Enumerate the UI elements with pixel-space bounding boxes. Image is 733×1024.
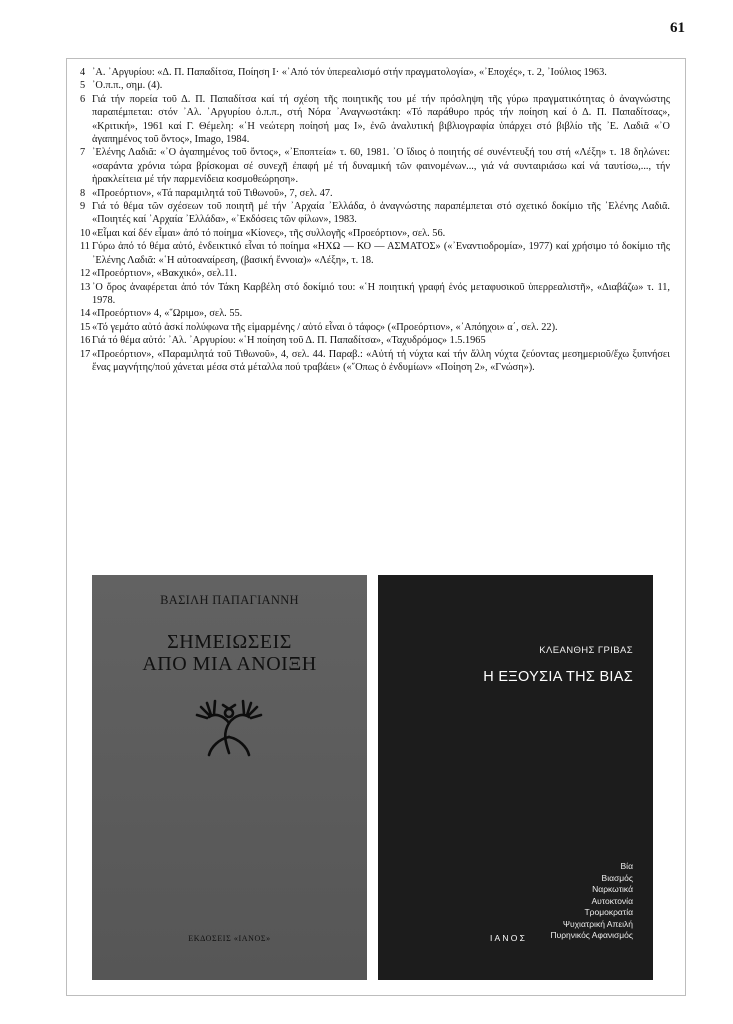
book-cover-right xyxy=(378,575,653,980)
footnote xyxy=(80,321,670,334)
footnote-number: 4 xyxy=(80,67,86,78)
footnote-text: Γύρω ἀπό τό θέμα αὐτό, ἐνδεικτικό εἶναι τό ποίημα «ΗΧΩ — ΚΟ — ΑΣΜΑΤΟΣ» («᾿Εναντιοδρομία», 1977) καί χρήσιμο τό δοκίμιο τῆς ᾿Ελένης Λαδιᾶ: «῾Η αὐτοαναίρεση, (βασική ἔννοια)» «Λέξη», τ. 18. xyxy=(92,241,670,266)
footnote-text: «Προεόρτιον», «Τά παραμιλητά τοῦ Τιθωνοῦ», 7, σελ. 47. xyxy=(92,187,333,199)
footnote xyxy=(80,240,670,267)
footnote-text: «Εἶμαι καί δέν εἶμαι» ἀπό τό ποίημα «Κίονες», τῆς συλλογῆς «Προεόρτιον», σελ. 56. xyxy=(92,227,446,239)
cover-topic-list xyxy=(550,861,633,942)
footnote-number: 13 xyxy=(80,281,91,293)
footnote-number: 14 xyxy=(80,308,91,320)
cover-author: ΚΛΕΑΝΘΗΣ ΓΡΙΒΑΣ xyxy=(539,645,633,656)
cover-topic: Βία xyxy=(620,861,633,871)
footnote xyxy=(80,79,670,92)
footnote-number: 11 xyxy=(80,241,90,253)
cover-topic: Πυρηνικός Αφανισμός xyxy=(550,930,633,940)
cover-topic: Ναρκωτικά xyxy=(592,884,633,894)
footnote-text: Γιά τό θέμα αὐτό: ᾿Αλ. ᾿Αργυρίου: «῾Η ποίηση τοῦ Δ. Π. Παπαδίτσα», «Ταχυδρόμος» 1.5.1965 xyxy=(92,335,486,347)
footnote-text: ᾿Ελένης Λαδιᾶ: «᾿Ο ἀγαπημένος τοῦ ὄντος», «᾿Εποπτεία» τ. 60, 1981. ᾿Ο ἴδιος ὁ ποιητής σέ συνέντευξή του στή «Λέξη» τ. 18 δηλώνει: «σαράντα χρόνια τώρα βρίσκομαι σέ συνεχῆ ἐπαφή μέ τή δυναμική τῶν φαινομένων..., γιά νά συνταιριάσω καί νά ταυτίσω,..., τήν ἡρακλείτεια μέ τήν παρμενίδεια κοσμοθεώρηση». xyxy=(92,147,670,186)
footnote-text: «Τό γεμάτο αὐτό ἀσκί πολύφωνα τῆς εἱμαρμένης / αὐτό εἶναι ὁ τάφος» («Προεόρτιον», «᾿Απόηχοι» α΄, σελ. 22). xyxy=(92,321,558,333)
footnote xyxy=(80,200,670,227)
footnote xyxy=(80,281,670,308)
footnote-text: Γιά τήν πορεία τοῦ Δ. Π. Παπαδίτσα καί τή σχέση τῆς ποιητικῆς του μέ τήν πρόσληψη τῆς γύρω πραγματικότητας ὁ ἀναγνώστης παραπέμπεται: στόν ᾿Αλ. ᾿Αργυρίου ὁ.π.π., στή Νόρα ᾿Αναγνωστάκη: «Τό παράθυρο πρός τήν ποίηση καί ὁ Δ. Π. Παπαδίτσας», «Κριτική», 1961 καί Γ. Θέμελη: «῾Η νεώτερη ποίησή μας Ι», ἐνῶ ἀναλυτική βιβλιογραφία ὑπάρχει στό βιβλίο τῆς ᾿Ε. Λαδιᾶ «᾿Ο ἀγαπημένος τοῦ ὄντος», Imago, 1984. xyxy=(92,93,670,146)
footnote-text: Γιά τό θέμα τῶν σχέσεων τοῦ ποιητῆ μέ τήν ᾿Αρχαία ᾿Ελλάδα, ὁ ἀναγνώστης παραπέμπεται στό σχετικό δοκίμιο τῆς ᾿Ελένης Λαδιᾶ. «Ποιητές καί ᾿Αρχαία ᾿Ελλάδα», «᾿Εκδόσεις τῶν φίλων», 1983. xyxy=(92,201,670,226)
footnote xyxy=(80,334,670,347)
cover-publisher: ΕΚΔΟΣΕΙΣ «ΙΑΝΟΣ» xyxy=(188,934,271,943)
cover-title xyxy=(92,631,367,675)
footnote xyxy=(80,348,670,375)
footnote xyxy=(80,187,670,200)
footnote-number: 5 xyxy=(80,80,86,92)
cover-title: Η ΕΞΟΥΣΙΑ ΤΗΣ ΒΙΑΣ xyxy=(483,669,633,685)
footnote xyxy=(80,227,670,240)
footnote-number: 17 xyxy=(80,348,91,360)
footnote xyxy=(80,267,670,280)
footnote xyxy=(80,66,670,79)
footnote-number: 12 xyxy=(80,268,91,280)
cover-topic: Βιασμός xyxy=(601,872,633,883)
footnote-text: «Προεόρτιον» 4, «῞Ωριμο», σελ. 55. xyxy=(92,308,243,320)
cover-title-line: ΣΗΜΕΙΩΣΕΙΣ xyxy=(167,631,292,653)
footnote-number: 16 xyxy=(80,335,91,347)
cover-topic: Αυτοκτονία xyxy=(591,895,633,906)
footnote-number: 8 xyxy=(80,187,86,199)
footnote xyxy=(80,146,670,186)
footnote-number: 6 xyxy=(80,93,86,105)
cover-topic: Ψυχιατρική Απειλή xyxy=(562,918,633,929)
footnote-number: 7 xyxy=(80,147,86,159)
footnote-text: «Προεόρτιον», «Παραμιλητά τοῦ Τιθωνοῦ», 4, σελ. 44. Παραβ.: «Αὐτή τή νύχτα καί τήν ἄλλη νύχτα ζεύοντας μεσημεριοῦ/ἔχω ξυπνήσει ἕνας μαγνήτης/πού χάνεται μέσα στά μέταλλα πού τραβάει» («῞Οπως ὁ ἐνδυμίων» «Ποίηση 2», «Γνώση»). xyxy=(92,348,670,373)
footnote-text: ᾿Ο.π.π., σημ. (4). xyxy=(92,80,163,92)
cover-publisher: ΙΑΝΟΣ xyxy=(490,933,528,943)
footnote-text: ᾿Α. ᾿Αργυρίου: «Δ. Π. Παπαδίτσα, Ποίηση Ι· «᾿Από τόν ὑπερεαλισμό στήν πραγματολογία», «᾿Εποχές», τ. 2, ᾿Ιούλιος 1963. xyxy=(92,67,607,78)
flower-ornament-icon xyxy=(185,693,273,757)
footnote-number: 9 xyxy=(80,201,86,213)
cover-author: ΒΑΣΙΛΗ ΠΑΠΑΓΙΑΝΝΗ xyxy=(160,593,299,607)
book-covers xyxy=(92,575,662,980)
cover-topic: Τρομοκρατία xyxy=(584,907,633,917)
page-number: 61 xyxy=(670,20,685,36)
footnotes xyxy=(80,66,670,374)
footnote xyxy=(80,93,670,147)
footnote-text: «Προεόρτιον», «Βακχικό», σελ.11. xyxy=(92,268,237,280)
cover-title-line: ΑΠΟ ΜΙΑ ΑΝΟΙΞΗ xyxy=(142,653,317,675)
book-cover-left xyxy=(92,575,367,980)
footnote xyxy=(80,307,670,320)
footnote-text: ᾿Ο ὅρος ἀναφέρεται ἀπό τόν Τάκη Καρβέλη στό δοκίμιό του: «῾Η ποιητική γραφή ἑνός μεταφυσικοῦ ὑπερρεαλιστῆ», «Διαβάζω» τ. 11, 1978. xyxy=(92,281,670,306)
footnote-number: 15 xyxy=(80,321,91,333)
footnote-number: 10 xyxy=(80,227,91,239)
